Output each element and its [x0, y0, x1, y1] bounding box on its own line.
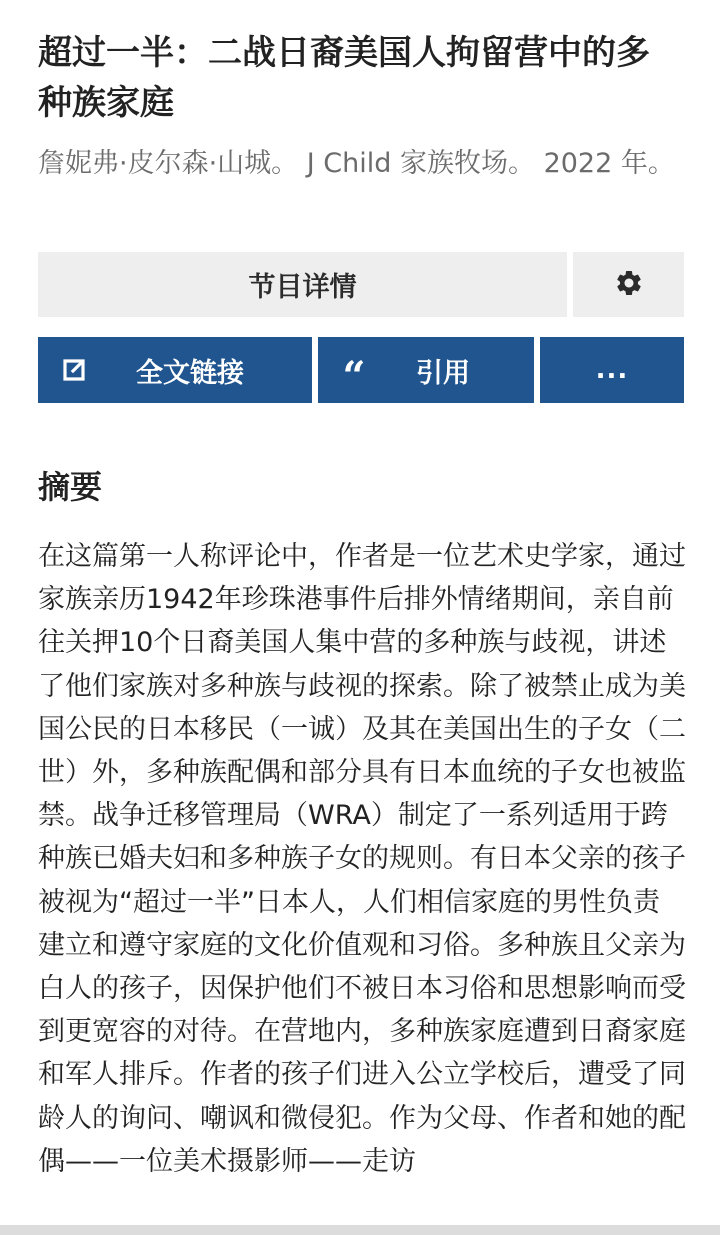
full-text-links-button[interactable] [38, 337, 312, 403]
cite-label: 引用 [416, 357, 470, 389]
abstract-heading: 摘要 [38, 468, 103, 506]
settings-button[interactable] [573, 252, 684, 317]
abstract-text: 在这篇第一人称评论中，作者是一位艺术史学家，通过家族亲历1942年珍珠港事件后排外情绪期间，亲自前往关押10个日裔美国人集中营的多种族与歧视，讲述了他们家族对多种族与歧视的探索。除了被禁止成为美国公民的日本移民（一诚）及其在美国出生的子女（二世）外，多种族配偶和部分具有日本血统的子女也被监禁。战争迁移管理局（WRA）制定了一系列适用于跨种族已婚夫妇和多种族子女的规则。有日本父亲的孩子被视为“超过一半”日本人，人们相信家庭的男性负责建立和遵守家庭的文化价值观和习俗。多种族且父亲为白人的孩子，因保护他们不被日本习俗和思想影响而受到更宽容的对待。在营地内，多种族家庭遭到日裔家庭和军人排斥。作者的孩子们进入公立学校后，遭受了同龄人的询问、嘲讽和微侵犯。作为父母、作者和她的配偶——一位美术摄影师——走访 [38, 541, 686, 1177]
more-actions-label: ... [595, 355, 629, 385]
details-toolbar [38, 252, 684, 317]
gear-icon [614, 268, 644, 302]
action-toolbar [38, 337, 684, 403]
full-text-links-label: 全文链接 [136, 357, 244, 389]
quote-icon: “ [342, 353, 366, 400]
page-details-button[interactable]: 节目详情 [38, 252, 567, 317]
more-actions-button[interactable] [540, 337, 684, 403]
article-title: 超过一半：二战日裔美国人拘留营中的多种族家庭 [38, 33, 650, 123]
cite-button[interactable] [318, 337, 534, 403]
bottom-scroll-edge [0, 1225, 720, 1235]
external-link-icon [60, 337, 88, 403]
article-citation: 詹妮弗·皮尔森·山城。 J Child 家族牧场。 2022 年。 [38, 148, 675, 179]
